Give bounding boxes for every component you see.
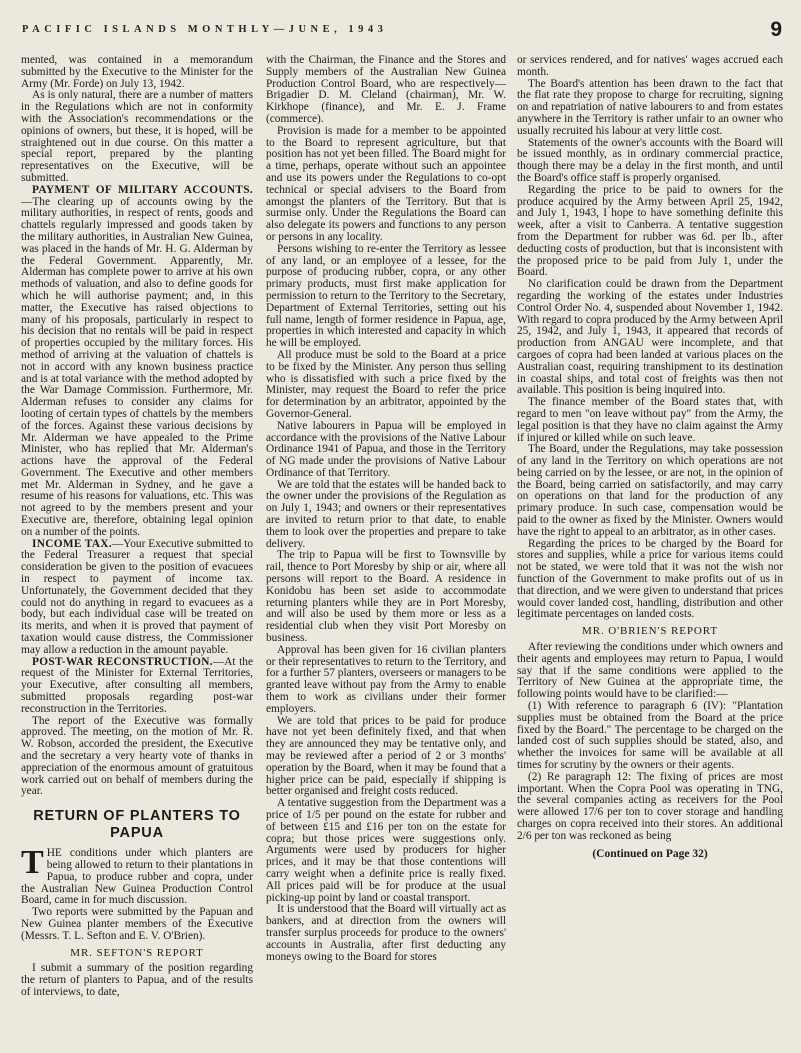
- paragraph: [21, 539, 253, 657]
- paragraph: The trip to Papua will be first to Townsville by rail, thence to Port Moresby by ship or air, where all persons will report to the Board. A residence in Konidobu has been set aside to accommodate returning planters while they are in Port Moresby, and will also be used by them more or less as a residential club when they visit Port Moresby on business.: [266, 549, 506, 645]
- paragraph: After reviewing the conditions under which owners and their agents and employees may return to Papua, I would say that if the same conditions were applied to the Territory of New Guinea at the appropriate time, the following points would have to be clarified:—: [517, 641, 783, 701]
- paragraph-body: —The clearing up of accounts owing by the military authorities, in respect of rents, goods and chattels regularly impressed and goods taken by the military authorities, in Australian New Guinea, was placed in the hands of Mr. H. G. Alderman by the Federal Government. Apparently, Mr. Alderman has complete power to arrive at his own methods of valuation, and also to define goods for which he will authorise payment; and, in this matter, the Executive has raised objections to many of his proposals, particularly in respect to his decision that no rentals will be paid in respect of properties occupied by the military forces. His method of arriving at the valuation of chattels is not in accord with any known business practice and is at total variance with the method adopted by the War Damage Commission. Furthermore, Mr. Alderman refuses to consider any claims for looting of certain types of chattels by the members of the forces. Against these various decisions by Mr. Alderman we have appealed to the Prime Minister, who has replied that Mr. Alderman's actions have the approval of the Federal Government. The Executive and other members met Mr. Alderman in Sydney, and he gave a resume of his reasons for valuations, etc. This was not agreed to by the members present and your Executive are, therefore, obtaining legal opinion on a number of the points.: [21, 195, 253, 538]
- page-header: [22, 20, 782, 46]
- paragraph: [21, 657, 253, 716]
- paragraph: All produce must be sold to the Board at a price to be fixed by the Minister. Any person thus selling who is dissatisfied with such a price fixed by the Minister, may request the Board to refer the price for determination by an arbitrator, appointed by the Governor-General.: [266, 348, 506, 420]
- run-in-heading: PAYMENT OF MILITARY ACCOUNTS.: [32, 183, 253, 196]
- paragraph: We are told that prices to be paid for produce have not yet been definitely fixed, and that when they are announced they may be tentative only, and may be reviewed after a period of 2 or 3 months' operation by the Board, when it may be found that a higher price can be paid, especially if shipping is better organised and freight costs reduced.: [266, 714, 506, 798]
- paragraph: Statements of the owner's accounts with the Board will be issued monthly, as in ordinary commercial practice, though there may be a delay in the first month, and until the Board's office staff is properly organised.: [517, 136, 783, 184]
- paragraph: The finance member of the Board states that, with regard to men "on leave without pay" from the Army, the legal position is that they have no claim against the Army if injured or killed while on such leave.: [517, 396, 783, 444]
- paragraph-body: —Your Executive submitted to the Federal Treasurer a request that special consideration be given to the position of evacuees in respect to payment of income tax. Unfortunately, the Government decided that they could not do anything in regard to evacuees as a body, but each individual case will be treated on its merits, and when it is proved that payment of taxation would cause distress, the Commissioner may allow a reduction in the amount payable.: [21, 537, 253, 656]
- paragraph: with the Chairman, the Finance and the Stores and Supply members of the Australian New Guinea Production Control Board, who are respectively—Brigadier D. M. Cleland (chairman), Mr. W. Kirkhope (finance), and Mr. E. J. Frame (commerce).: [266, 54, 506, 125]
- paragraph: [21, 185, 253, 539]
- paragraph-body: HE conditions under which planters are being allowed to return to their plantations in Papua, to produce rubber and copra, under the Australian New Guinea Production Control Board, came in for much discussion.: [21, 847, 253, 907]
- continued-note: (Continued on Page 32): [592, 847, 708, 860]
- column-1: [21, 55, 253, 999]
- paragraph: mented, was contained in a memorandum submitted by the Executive to the Minister for the Army (Mr. Forde) on July 13, 1942.: [21, 54, 253, 90]
- paragraph: We are told that the estates will be handed back to the owner under the provisions of the Regulation as on July 1, 1943; and owners or their representatives are invited to return prior to that date, to enable them to look over the properties and prepare to take delivery.: [266, 478, 506, 550]
- paragraph: I submit a summary of the position regarding the return of planters to Papua, and of the results of interviews, to date,: [21, 962, 253, 998]
- paragraph: Approval has been given for 16 civilian planters or their representatives to return to the Territory, and for a further 57 planters, overseers or managers to be granted leave without pay from the Army to enable them to work as civilians under their former employers.: [266, 643, 507, 715]
- paragraph: It is understood that the Board will virtually act as bankers, and at direction from the owners will transfer surplus proceeds for produce to the owners' accounts in Australia, after first deducting any moneys owing to the Board for stores: [266, 903, 506, 963]
- column-2: [266, 55, 506, 963]
- paragraph: Provision is made for a member to be appointed to the Board to represent agriculture, but that position has not yet been filled. The Board might for a time, perhaps, operate without such an appointee and use its powers under the Regulations to co-opt technical or special advisers to the Board from amongst the planters of the Territory. But that is surmise only. Under the Regulations the Board can also delegate its powers and functions to any person or persons in any locality.: [266, 124, 506, 243]
- paragraph: (2) Re paragraph 12: The fixing of prices are most important. When the Copra Pool was operating in TNG, the several companies acting as receivers for the Pool were allowed 17/6 per ton to cover storage and handling charges on copra received into their stores. An additional 2/6 per ton was reckoned as being: [517, 770, 783, 842]
- subheading: MR. O'BRIEN'S REPORT: [582, 625, 718, 638]
- paragraph: No clarification could be drawn from the Department regarding the working of the estates under Industries Control Order No. 4, suspended about November 1, 1942. With regard to copra produced by the Army between April 25, 1942, and July 1, 1943, it appeared that records of production from ANGAU were incomplete, and that cargoes of copra had been landed at various places on the Australian coast, requiring transhipment to its destination in coastal ships, and total cost of freights was then not available. This position is being inquired into.: [517, 278, 783, 397]
- run-in-heading: INCOME TAX.: [32, 537, 112, 550]
- paragraph: or services rendered, and for natives' wages accrued each month.: [517, 54, 783, 78]
- paragraph: Native labourers in Papua will be employed in accordance with the provisions of the Native Labour Ordinance 1941 of Papua, and those in the Territory of NG made under the provisions of Native Labour Ordinance of that Territory.: [266, 419, 506, 479]
- paragraph: Regarding the price to be paid to owners for the produce acquired by the Army between April 25, 1942, and July 1, 1943, I hope to have something definite this week, after a visit to Canberra. A tentative suggestion from the Department for rubber was 6d. per lb., after deducting costs of production, but that is inconsistent with the proposed price to be paid from July 1, under the Board.: [517, 183, 783, 279]
- paragraph: A tentative suggestion from the Department was a price of 1/5 per pound on the estate for rubber and of between £15 and £16 per ton on the estate for copra; but those prices were suggestions only. Arguments were used by producers for higher prices, and it may be that those contentions will carry weight when a definite price is really fixed. All prices paid will be for produce at the usual picking-up point by land or coastal transport.: [266, 797, 506, 904]
- paragraph: The Board, under the Regulations, may take possession of any land in the Territory on which operations are not being carried on by the lessee, or are not, in the opinion of the Board, being carried on satisfactorily, and may carry on operations on that land for the production of any primary produce. In such case, compensation would be paid to the owner as fixed by the Minister. Owners would have the right to appeal to an arbitrator, as in other cases.: [517, 443, 783, 538]
- paragraph: (1) With reference to paragraph 6 (IV): "Plantation supplies must be obtained from the Board at the price fixed by the Board." The percentage to be charged on the landed cost of such supplies should be stated, also, and whether the invoices for same will be available at all times for scrutiny by the owners or their agents.: [517, 700, 783, 772]
- drop-cap: T: [21, 844, 44, 882]
- paragraph: [21, 844, 253, 907]
- subheading: MR. SEFTON'S REPORT: [70, 946, 204, 959]
- paragraph: Regarding the prices to be charged by the Board for stores and supplies, while a price for various items could not be stated, we were told that it was not the wish nor function of the Government to make profits out of us in that direction, and we were given to understand that prices would cover landed cost, handling, distribution and other legitimate percentages on landed costs.: [517, 537, 783, 621]
- section-title: RETURN OF PLANTERS TO PAPUA: [33, 808, 241, 842]
- column-3: [517, 55, 783, 860]
- paragraph: The Board's attention has been drawn to the fact that the flat rate they propose to charge for recruiting, signing on and repatriation of native labourers to and from estates anywhere in the Territory is rather unfair to an owner who usually recruited his labour at very little cost.: [517, 77, 783, 137]
- paragraph: As is only natural, there are a number of matters in the Regulations which are not in conformity with the Association's recommendations or the opinions of owners, but these, it is hoped, will be straightened out in due course. On this matter a special report, prepared by the planting representatives on the Executive, will be submitted.: [21, 89, 253, 184]
- paragraph: Two reports were submitted by the Papuan and New Guinea planter members of the Executive (Messrs. T. L. Sefton and E. V. O'Brien).: [21, 906, 253, 942]
- paragraph-body: —At the request of the Minister for External Territories, your Executive, after consulting all members, submitted proposals regarding post-war reconstruction in the Territories.: [21, 655, 253, 715]
- paragraph: The report of the Executive was formally approved. The meeting, on the motion of Mr. R. W. Robson, accorded the president, the Executive and the secretary a very hearty vote of thanks in appreciation of the enormous amount of gratuitous work carried out on behalf of members during the year.: [21, 714, 253, 798]
- page-number: 9: [770, 18, 782, 41]
- run-in-heading: POST-WAR RECONSTRUCTION.: [32, 655, 213, 668]
- running-title: PACIFIC ISLANDS MONTHLY—JUNE, 1943: [22, 24, 388, 35]
- paragraph: Persons wishing to re-enter the Territory as lessee of any land, or an employee of a lessee, for the purpose of producing rubber, copra, or any other primary products, must first make application for permission to return to the Territory to the Secretary, Department of External Territories, setting out his full name, length of former residence in Papua, age, properties in which interested and capacity in which he will be employed.: [266, 242, 506, 350]
